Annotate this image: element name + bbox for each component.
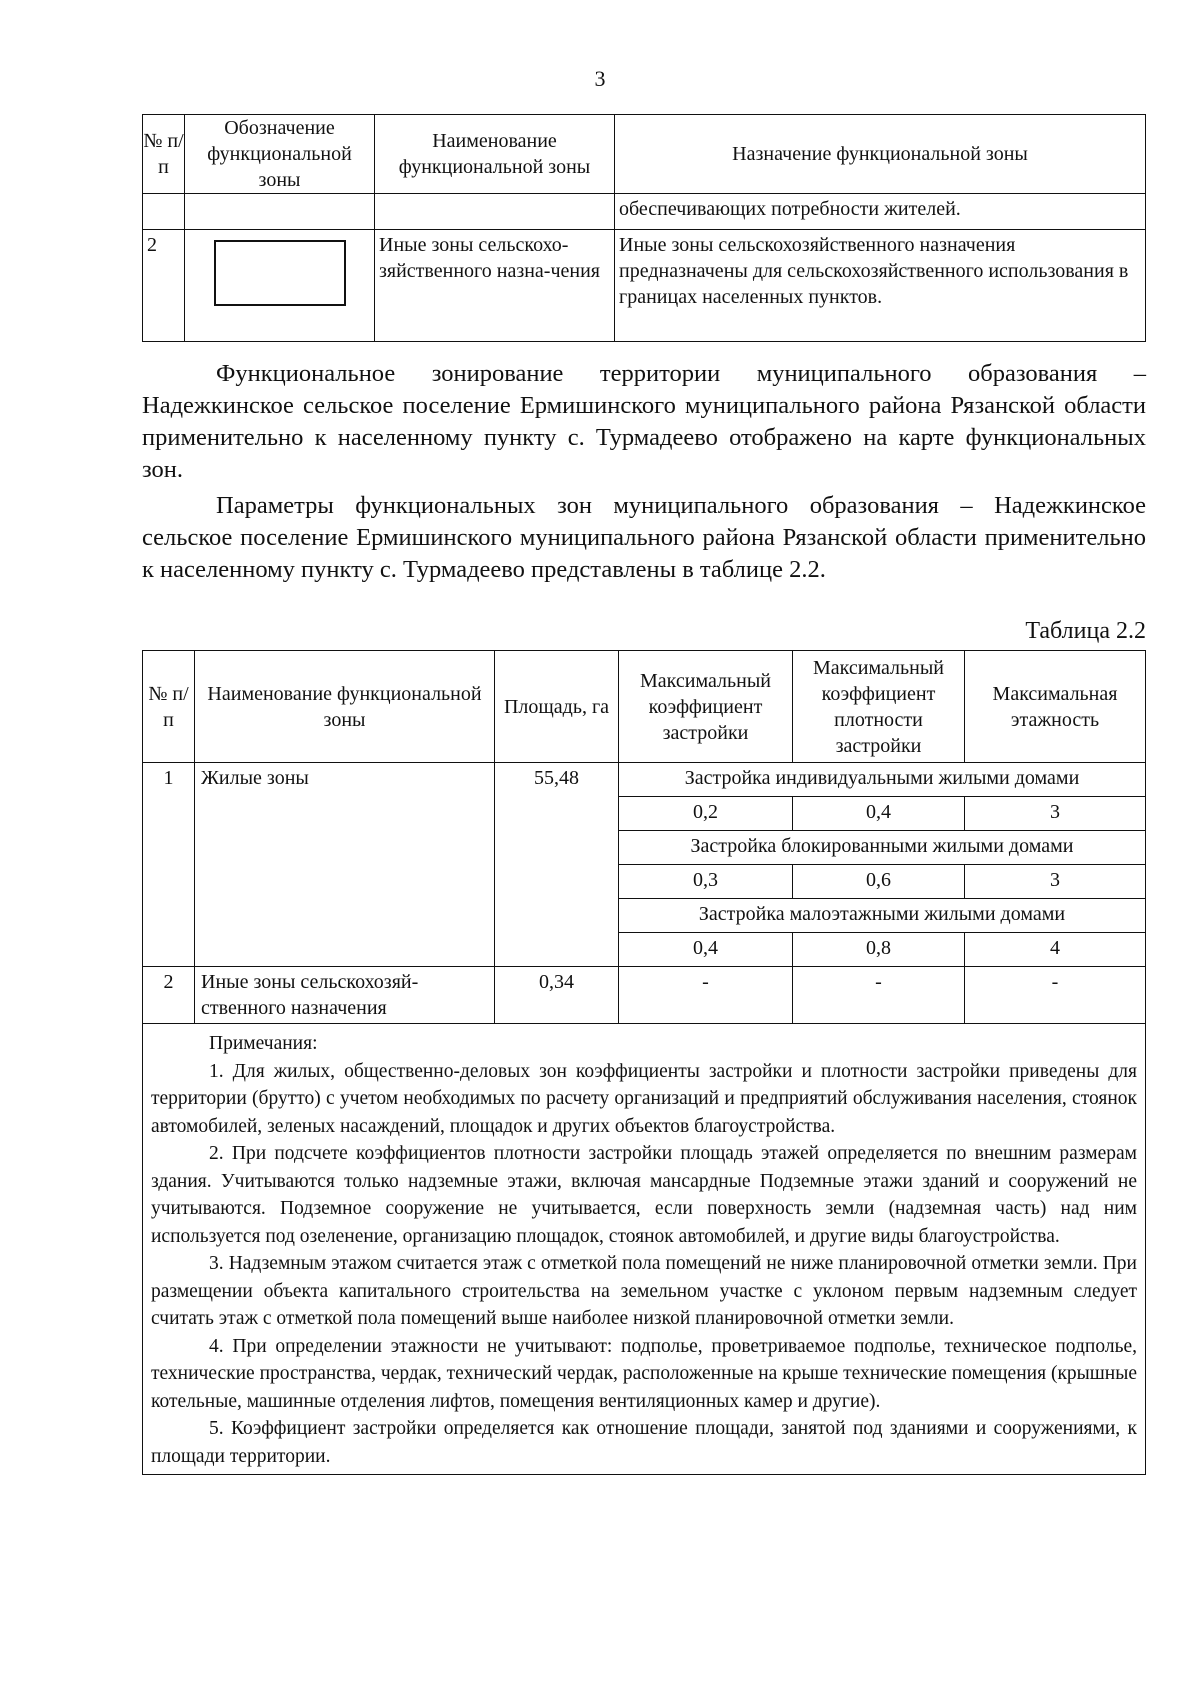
t2-header-num: № п/п	[143, 651, 195, 763]
t1-row2-name: Иные зоны сельскохо-зяйственного назна-чения	[375, 230, 615, 342]
note-item: 5. Коэффициент застройки определяется как отношение площади, занятой под зданиями и сооружениями, к площади территории.	[151, 1418, 1137, 1467]
t1-header-num: № п/п	[143, 115, 185, 194]
t1-row2-designation	[185, 230, 375, 342]
t2-row2-max-floors: -	[965, 967, 1146, 1024]
t2-group-title: Застройка индивидуальными жилыми домами	[619, 763, 1146, 797]
table1-header-row	[143, 115, 1146, 194]
note-item: 2. При подсчете коэффициентов плотности застройки площадь этажей определяется по внешним размерам здания. Учитываются только надземные этажи, включая мансардные Подземные этажи зданий и сооружений не учитываются. Подземное сооружение не учитывается, если поверхность земли (надземная часть) над ним используется под озеленение, организацию площадок, стоянок автомобилей, и другие виды благоустройства.	[151, 1143, 1137, 1247]
paragraph-parameters: Параметры функциональных зон муниципального образования – Надежкинское сельское поселение Ермишинского муниципального района Рязанской области применительно к населенному пункту с. Турмадеево представлены в таблице 2.2.	[142, 492, 1146, 583]
note-item: 3. Надземным этажом считается этаж с отметкой пола помещений не ниже планировочной отметки земли. При размещении объекта капитального строительства на земельном участке с уклоном первым надземным следует считать этаж с отметкой пола помещений выше наиболее низкой планировочной отметки земли.	[151, 1253, 1137, 1329]
note-item: 4. При определении этажности не учитывают: подполье, проветриваемое подполье, техническое подполье, технические пространства, чердак, технический чердак, расположенные на крыше технические помещения (крышные котельные, машинные отделения лифтов, помещения вентиляционных камер и другие).	[151, 1335, 1137, 1412]
t2-row1-area: 55,48	[495, 763, 619, 967]
t2-max-floors: 3	[965, 797, 1146, 831]
t2-header-name: Наименование функциональной зоны	[195, 651, 495, 763]
table1-continuation-row	[143, 194, 1146, 230]
table-caption: Таблица 2.2	[1025, 618, 1146, 644]
note-item: 1. Для жилых, общественно-деловых зон коэффициенты застройки и плотности застройки приведены для территории (брутто) с учетом необходимых по расчету организаций и предприятий обслуживания населения, стоянок автомобилей, зеленых насаждений, площадок и других объектов благоустройства.	[151, 1060, 1137, 1137]
t2-max-floors: 4	[965, 933, 1146, 967]
t1-continuation-text: обеспечивающих потребности жителей.	[615, 194, 1146, 230]
t2-group-title: Застройка блокированными жилыми домами	[619, 831, 1146, 865]
t2-row2-num: 2	[143, 967, 195, 1024]
notes-cell	[143, 1024, 1146, 1475]
t1-header-purpose: Назначение функциональной зоны	[615, 115, 1146, 194]
table-row	[143, 763, 1146, 797]
zone-parameters-table	[142, 650, 1146, 1475]
t2-header-density-coefficient: Максимальный коэффициент плотности застройки	[793, 651, 965, 763]
t2-header-build-coefficient: Максимальный коэффициент застройки	[619, 651, 793, 763]
t2-row2-area: 0,34	[495, 967, 619, 1024]
page-number: 3	[594, 66, 606, 91]
t2-build-coefficient: 0,4	[619, 933, 793, 967]
t1-row2-num: 2	[143, 230, 185, 342]
t1-row2-purpose: Иные зоны сельскохозяйственного назначения предназначены для сельскохозяйственного использования в границах населенных пунктов.	[615, 230, 1146, 342]
zone-legend-swatch	[214, 240, 346, 306]
t2-group-title: Застройка малоэтажными жилыми домами	[619, 899, 1146, 933]
t2-row2-density-coefficient: -	[793, 967, 965, 1024]
t2-build-coefficient: 0,2	[619, 797, 793, 831]
t1-header-name: Наименование функциональной зоны	[375, 115, 615, 194]
t2-density-coefficient: 0,6	[793, 865, 965, 899]
t2-density-coefficient: 0,4	[793, 797, 965, 831]
t2-header-max-floors: Максимальная этажность	[965, 651, 1146, 763]
table1-row-2	[143, 230, 1146, 342]
paragraph-zoning: Функциональное зонирование территории муниципального образования – Надежкинское сельское поселение Ермишинского муниципального района Рязанской области применительно к населенному пункту с. Турмадеево отображено на карте функциональных зон.	[142, 360, 1146, 483]
t1-header-designation: Обозначение функциональной зоны	[185, 115, 375, 194]
t2-row2-name: Иные зоны сельскохозяй-ственного назначения	[195, 967, 495, 1024]
t2-density-coefficient: 0,8	[793, 933, 965, 967]
t2-max-floors: 3	[965, 865, 1146, 899]
t2-row1-name: Жилые зоны	[195, 763, 495, 967]
t2-row2-build-coefficient: -	[619, 967, 793, 1024]
t2-row1-num: 1	[143, 763, 195, 967]
t2-header-area: Площадь, га	[495, 651, 619, 763]
table2-notes-row	[143, 1024, 1146, 1475]
notes-title: Примечания:	[209, 1033, 318, 1054]
functional-zones-table-continued	[142, 114, 1146, 342]
table2-header-row	[143, 651, 1146, 763]
t2-build-coefficient: 0,3	[619, 865, 793, 899]
table-row	[143, 967, 1146, 1024]
